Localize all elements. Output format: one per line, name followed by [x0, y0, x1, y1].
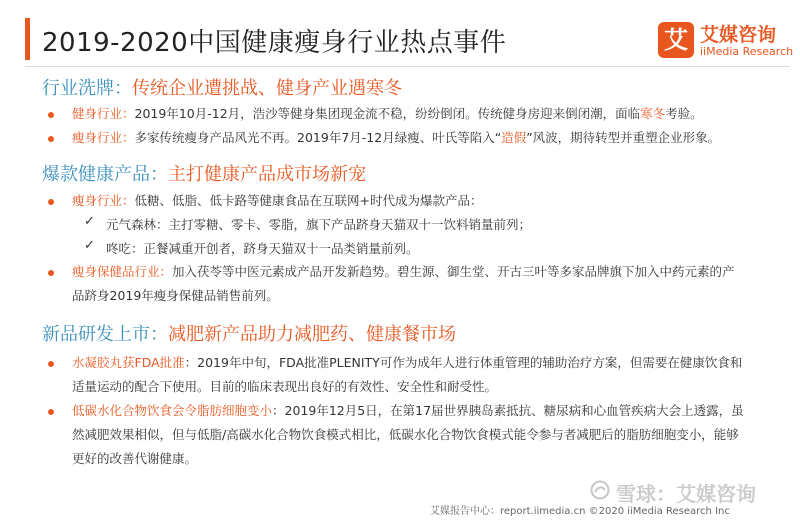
- highlight-word: 寒冬: [640, 106, 666, 121]
- bullet-keyword: 低碳水化合物饮食会令脂肪细胞变小: [72, 403, 273, 418]
- snowball-icon: [590, 480, 610, 500]
- section-headline: 减肥新产品助力减肥药、健康餐市场: [168, 324, 456, 345]
- bullet-fitness-industry: [72, 104, 703, 122]
- section-heading-industry-reshuffle: [42, 74, 402, 100]
- bullet-continuation: 更好的改善代谢健康。: [72, 451, 198, 466]
- bullet-dot: [48, 199, 54, 205]
- bullet-low-carb-diet: [72, 401, 744, 419]
- sub-item: 咚吃：正餐减重开创者，跻身天猫双十一品类销量前列。: [106, 241, 419, 256]
- page-title: 2019-2020中国健康瘦身行业热点事件: [42, 28, 507, 58]
- highlight-word: 造假: [501, 130, 527, 145]
- logo-name-en: iiMedia Research: [700, 45, 794, 58]
- bullet-fda-approval: [72, 353, 742, 371]
- bullet-keyword: 瘦身保健品行业：: [72, 264, 173, 279]
- bullet-keyword: 水凝胶丸获FDA批准: [72, 355, 185, 370]
- bullet-text: ”风波，期待转型并重塑企业形象。: [526, 130, 721, 145]
- section-label: 新品研发上市：: [42, 324, 168, 345]
- check-icon: ✓: [84, 238, 95, 253]
- bullet-dot: [48, 361, 54, 367]
- logo-mark: [658, 22, 694, 58]
- bullet-dot: [48, 112, 54, 118]
- section-heading-new-products: [42, 320, 456, 346]
- bullet-dot: [48, 136, 54, 142]
- section-headline: 主打健康产品成市场新宠: [168, 164, 366, 185]
- sub-item: 元气森林：主打零糖、零卡、零脂，旗下产品跻身天猫双十一饮料销量前列；: [106, 217, 532, 232]
- footer-source: 艾媒报告中心：report.iimedia.cn ©2020 iiMedia Research Inc: [430, 506, 730, 517]
- bullet-slimming-industry: [72, 128, 720, 146]
- title-accent-bar: [25, 18, 30, 60]
- section-headline: 传统企业遭挑战、健身产业遇寒冬: [132, 78, 402, 99]
- bullet-keyword: 瘦身行业：: [72, 193, 135, 208]
- watermark-text: 雪球：艾媒咨询: [616, 482, 756, 506]
- bullet-text: 低糖、低脂、低卡路等健康食品在互联网+时代成为爆款产品：: [134, 193, 483, 208]
- check-icon: ✓: [84, 214, 95, 229]
- header-divider: [25, 66, 790, 67]
- bullet-text: 加入茯苓等中医元素成产品开发新趋势。碧生源、御生堂、开古三叶等多家品牌旗下加入中药元素的产: [172, 264, 735, 279]
- logo-name-cn: 艾媒咨询: [700, 24, 777, 46]
- bullet-health-supplements: [72, 262, 735, 280]
- bullet-continuation: 然减肥效果相似，但与低脂/高碳水化合物饮食模式相比，低碳水化合物饮食模式能令参与者减肥后的脂肪细胞变小，能够: [72, 427, 739, 442]
- bullet-dot: [48, 270, 54, 276]
- logo-glyph: 艾: [664, 26, 688, 54]
- bullet-continuation: 品跻身2019年瘦身保健品销售前列。: [72, 288, 279, 303]
- section-label: 爆款健康产品：: [42, 164, 168, 185]
- bullet-continuation: 适量运动的配合下使用。目前的临床表现出良好的有效性、安全性和耐受性。: [72, 379, 498, 394]
- bullet-keyword: 瘦身行业：: [72, 130, 135, 145]
- bullet-text: ：2019年12月5日，在第17届世界胰岛素抵抗、糖尿病和心血管疾病大会上透露，虽: [272, 403, 744, 418]
- bullet-dot: [48, 409, 54, 415]
- bullet-text: ：2019年中旬，FDA批准PLENITY可作为成年人进行体重管理的辅助治疗方案，但需要在健康饮食和: [184, 355, 743, 370]
- bullet-slimming-foods: [72, 191, 483, 209]
- section-heading-hot-products: [42, 160, 366, 186]
- brand-logo: [658, 20, 794, 62]
- bullet-text: 2019年10月-12月，浩沙等健身集团现金流不稳，纷纷倒闭。传统健身房迎来倒闭潮，面临: [134, 106, 641, 121]
- section-label: 行业洗牌：: [42, 78, 132, 99]
- bullet-keyword: 健身行业：: [72, 106, 135, 121]
- bullet-text: 多家传统瘦身产品风光不再。2019年7月-12月绿瘦、叶氏等陷入“: [134, 130, 502, 145]
- bullet-text: 考验。: [665, 106, 703, 121]
